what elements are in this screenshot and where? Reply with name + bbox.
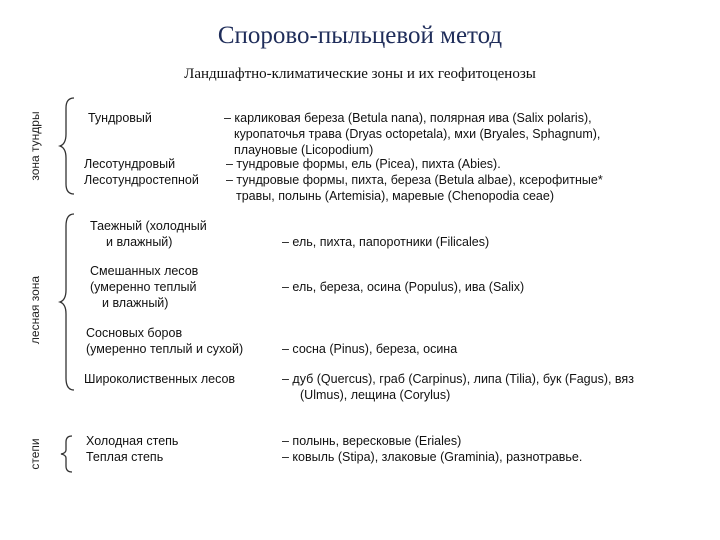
group-label-tundra: зона тундры — [28, 111, 42, 181]
page-title: Спорово-пыльцевой метод — [217, 22, 503, 49]
zone-pine-line1: Сосновых боров — [86, 326, 183, 340]
desc-broadleaf — [282, 371, 634, 403]
zone-warm-steppe: Теплая степь — [86, 450, 164, 464]
group-label-forest: лесная зона — [28, 275, 42, 345]
desc-forest-tundra: – тундровые формы, ель (Picea), пихта (Abies). — [226, 157, 501, 171]
zone-broadleaf: Широколиственных лесов — [84, 372, 236, 386]
desc-tundra — [224, 110, 600, 158]
zone-forest-tundra-steppe: Лесотундростепной — [84, 173, 199, 187]
brace-steppe — [58, 434, 78, 474]
desc-forest-tundra-steppe-line2: травы, полынь (Artemisia), маревые (Chenopodia ceae) — [236, 189, 554, 203]
desc-forest-tundra-steppe — [226, 172, 603, 204]
desc-broadleaf-line1: – дуб (Quercus), граб (Carpinus), липа (Tilia), бук (Fagus), вяз — [282, 372, 634, 386]
zone-cold-steppe: Холодная степь — [86, 434, 179, 448]
zone-mixed-line3: и влажный) — [102, 296, 169, 310]
zone-taiga-line1: Таежный (холодный — [90, 219, 207, 233]
desc-cold-steppe: – полынь, вересковые (Eriales) — [282, 434, 462, 448]
desc-pine: – сосна (Pinus), береза, осина — [282, 342, 458, 356]
desc-warm-steppe: – ковыль (Stipa), злаковые (Graminia), разнотравье. — [282, 450, 583, 464]
zone-mixed-line1: Смешанных лесов — [90, 264, 199, 278]
desc-mixed: – ель, береза, осина (Populus), ива (Salix) — [282, 280, 525, 294]
desc-tundra-line2: куропаточья трава (Dryas octopetala), мхи (Bryales, Sphagnum), — [234, 127, 601, 141]
desc-taiga: – ель, пихта, папоротники (Filicales) — [282, 235, 490, 249]
group-label-steppe: степи — [28, 438, 42, 470]
zone-tundra: Тундровый — [88, 111, 152, 125]
brace-forest — [58, 212, 78, 392]
desc-broadleaf-line2: (Ulmus), лещина (Corylus) — [300, 388, 451, 402]
desc-forest-tundra-steppe-line1: – тундровые формы, пихта, береза (Betula albae), ксерофитные* — [226, 173, 603, 187]
desc-tundra-line3: плауновые (Licopodium) — [234, 143, 374, 157]
zone-forest-tundra: Лесотундровый — [84, 157, 176, 171]
zone-pine-line2: (умеренно теплый и сухой) — [86, 342, 244, 356]
zone-taiga-line2: и влажный) — [106, 235, 173, 249]
page-subtitle: Ландшафтно-климатические зоны и их геофитоценозы — [184, 66, 536, 82]
brace-tundra — [58, 96, 78, 196]
desc-tundra-line1: – карликовая береза (Betula nana), полярная ива (Salix polaris), — [224, 111, 592, 125]
zone-mixed-line2: (умеренно теплый — [90, 280, 197, 294]
